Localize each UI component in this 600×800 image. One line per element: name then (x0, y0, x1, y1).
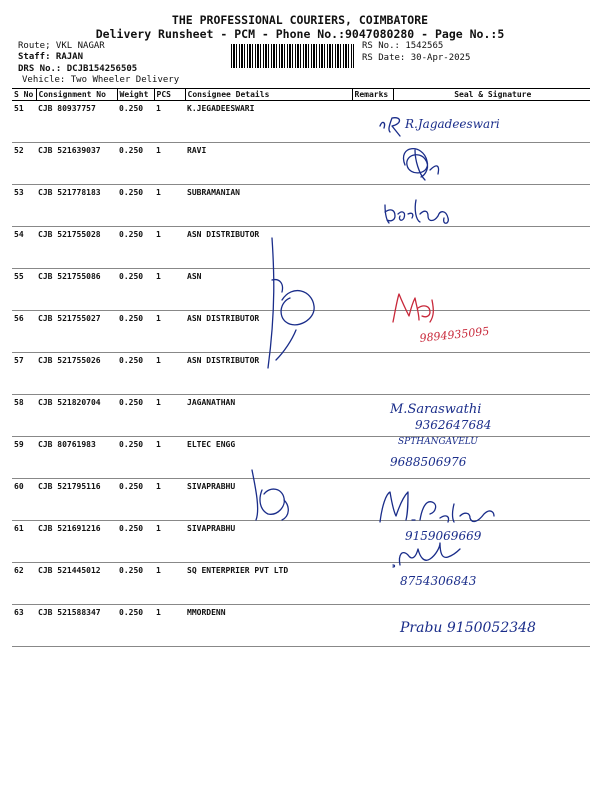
route-label: Route; VKL NAGAR (18, 41, 105, 51)
cell-pcs: 1 (154, 353, 185, 395)
cell-weight: 0.250 (117, 227, 154, 269)
cell-consignee: RAVI (185, 143, 352, 185)
cell-sno: 55 (12, 269, 36, 311)
cell-consignment: CJB 80761983 (36, 437, 117, 479)
col-weight: Weight (117, 89, 154, 101)
cell-remarks (352, 101, 393, 143)
cell-consignment: CJB 521755027 (36, 311, 117, 353)
cell-weight: 0.250 (117, 395, 154, 437)
cell-sno: 61 (12, 521, 36, 563)
cell-signature (393, 311, 590, 353)
cell-signature (393, 143, 590, 185)
handwriting-59-phone: 9688506976 (390, 455, 467, 469)
cell-pcs: 1 (154, 605, 185, 647)
table-row (12, 479, 590, 521)
handwriting-61-phone: 9159069669 (405, 529, 482, 543)
cell-pcs: 1 (154, 521, 185, 563)
table-row (12, 395, 590, 437)
cell-consignee: ASN DISTRIBUTOR (185, 353, 352, 395)
handwriting-59-name: SPTHANGAVELU (398, 437, 478, 447)
cell-signature (393, 185, 590, 227)
cell-pcs: 1 (154, 101, 185, 143)
cell-consignment: CJB 80937757 (36, 101, 117, 143)
cell-weight: 0.250 (117, 563, 154, 605)
cell-signature (393, 437, 590, 479)
cell-signature (393, 353, 590, 395)
cell-sno: 54 (12, 227, 36, 269)
table-row (12, 353, 590, 395)
cell-sno: 57 (12, 353, 36, 395)
runsheet-table (12, 88, 590, 647)
cell-weight: 0.250 (117, 479, 154, 521)
cell-consignee: ASN DISTRIBUTOR (185, 227, 352, 269)
col-signature: Seal & Signature (393, 89, 590, 101)
cell-consignee: MMORDENN (185, 605, 352, 647)
cell-consignment: CJB 521588347 (36, 605, 117, 647)
cell-weight: 0.250 (117, 605, 154, 647)
rs-number: RS No.: 1542565 (362, 41, 444, 51)
table-row (12, 563, 590, 605)
cell-consignment: CJB 521639037 (36, 143, 117, 185)
cell-weight: 0.250 (117, 185, 154, 227)
cell-weight: 0.250 (117, 353, 154, 395)
rs-date: RS Date: 30-Apr-2025 (362, 53, 471, 63)
vehicle-label: Vehicle: Two Wheeler Delivery (22, 75, 180, 85)
cell-sno: 63 (12, 605, 36, 647)
handwriting-63: Prabu 9150052348 (400, 620, 536, 636)
cell-sno: 58 (12, 395, 36, 437)
cell-sno: 52 (12, 143, 36, 185)
company-title: THE PROFESSIONAL COURIERS, COIMBATORE (171, 13, 429, 27)
cell-consignee: SIVAPRABHU (185, 521, 352, 563)
cell-pcs: 1 (154, 479, 185, 521)
handwriting-58-name: M.Saraswathi (390, 402, 482, 417)
cell-remarks (352, 311, 393, 353)
cell-consignee: ASN (185, 269, 352, 311)
cell-sno: 59 (12, 437, 36, 479)
cell-weight: 0.250 (117, 269, 154, 311)
handwriting-56-phone: 9894935095 (418, 324, 490, 345)
cell-sno: 51 (12, 101, 36, 143)
cell-signature (393, 101, 590, 143)
cell-consignee: SIVAPRABHU (185, 479, 352, 521)
cell-consignee: K.JEGADEESWARI (185, 101, 352, 143)
cell-remarks (352, 479, 393, 521)
table-row (12, 437, 590, 479)
cell-pcs: 1 (154, 563, 185, 605)
cell-sno: 60 (12, 479, 36, 521)
cell-sno: 62 (12, 563, 36, 605)
cell-pcs: 1 (154, 227, 185, 269)
cell-signature (393, 563, 590, 605)
cell-pcs: 1 (154, 395, 185, 437)
cell-weight: 0.250 (117, 143, 154, 185)
cell-consignment: CJB 521795116 (36, 479, 117, 521)
table-row (12, 143, 590, 185)
table-header-row (12, 89, 590, 101)
cell-remarks (352, 605, 393, 647)
cell-weight: 0.250 (117, 437, 154, 479)
cell-pcs: 1 (154, 185, 185, 227)
table-row (12, 227, 590, 269)
cell-signature (393, 479, 590, 521)
cell-pcs: 1 (154, 269, 185, 311)
runsheet-subtitle: Delivery Runsheet - PCM - Phone No.:9047080280 - Page No.:5 (95, 27, 505, 41)
cell-sno: 53 (12, 185, 36, 227)
handwriting-62-phone: 8754306843 (400, 574, 477, 588)
cell-remarks (352, 521, 393, 563)
table-row (12, 521, 590, 563)
cell-weight: 0.250 (117, 311, 154, 353)
handwriting-58-phone: 9362647684 (415, 418, 492, 432)
table-row (12, 185, 590, 227)
col-consignee: Consignee Details (185, 89, 352, 101)
cell-remarks (352, 563, 393, 605)
cell-remarks (352, 185, 393, 227)
cell-remarks (352, 227, 393, 269)
cell-remarks (352, 353, 393, 395)
cell-consignee: ELTEC ENGG (185, 437, 352, 479)
cell-consignee: SUBRAMANIAN (185, 185, 352, 227)
cell-consignment: CJB 521691216 (36, 521, 117, 563)
cell-consignee: SQ ENTERPRIER PVT LTD (185, 563, 352, 605)
barcode (231, 44, 354, 68)
cell-remarks (352, 437, 393, 479)
cell-consignment: CJB 521778183 (36, 185, 117, 227)
table-row (12, 101, 590, 143)
cell-signature (393, 269, 590, 311)
cell-remarks (352, 269, 393, 311)
cell-weight: 0.250 (117, 521, 154, 563)
cell-consignment: CJB 521755028 (36, 227, 117, 269)
table-row (12, 605, 590, 647)
cell-consignee: JAGANATHAN (185, 395, 352, 437)
staff-label: Staff: RAJAN (18, 52, 84, 62)
col-consignment: Consignment No (36, 89, 117, 101)
cell-remarks (352, 395, 393, 437)
handwriting-51: R.Jagadeeswari (405, 117, 500, 131)
cell-pcs: 1 (154, 311, 185, 353)
col-pcs: PCS (154, 89, 185, 101)
cell-weight: 0.250 (117, 101, 154, 143)
cell-signature (393, 395, 590, 437)
cell-consignment: CJB 521820704 (36, 395, 117, 437)
cell-consignment: CJB 521445012 (36, 563, 117, 605)
table-row (12, 311, 590, 353)
cell-consignee: ASN DISTRIBUTOR (185, 311, 352, 353)
cell-signature (393, 521, 590, 563)
col-sno: S No (12, 89, 36, 101)
cell-pcs: 1 (154, 143, 185, 185)
cell-signature (393, 227, 590, 269)
cell-signature (393, 605, 590, 647)
cell-consignment: CJB 521755086 (36, 269, 117, 311)
table-row (12, 269, 590, 311)
cell-sno: 56 (12, 311, 36, 353)
drs-number: DRS No.: DCJB154256505 (18, 64, 138, 74)
col-remarks: Remarks (352, 89, 393, 101)
cell-remarks (352, 143, 393, 185)
cell-pcs: 1 (154, 437, 185, 479)
cell-consignment: CJB 521755026 (36, 353, 117, 395)
